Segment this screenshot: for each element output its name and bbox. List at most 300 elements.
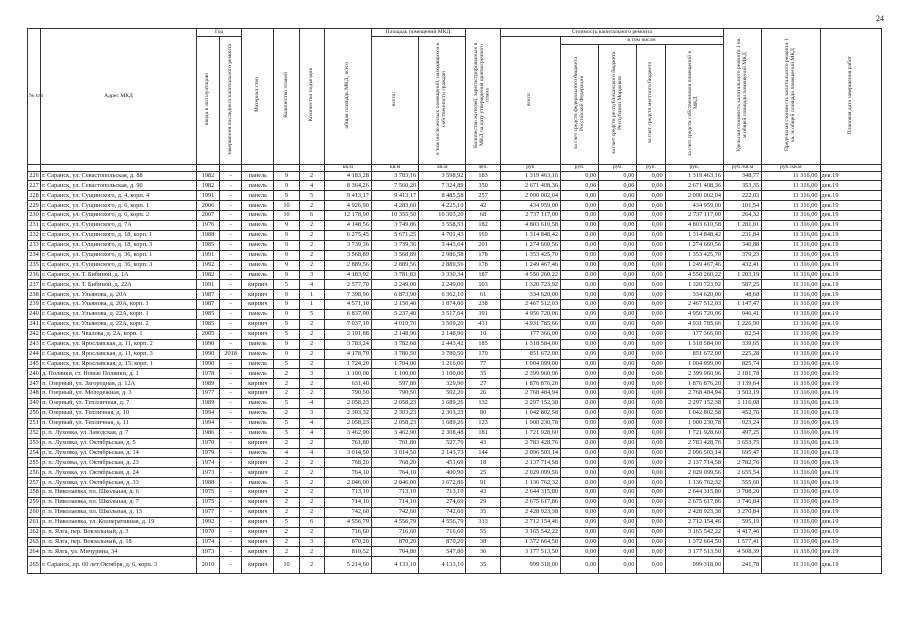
table-cell: 2 655,54 bbox=[724, 468, 762, 478]
table-cell: 11 316,00 bbox=[762, 211, 820, 221]
table-cell: 6 275,45 bbox=[324, 230, 371, 240]
table-cell: 555,60 bbox=[724, 478, 762, 488]
table-cell: дек.19 bbox=[820, 428, 881, 438]
table-cell: 5 bbox=[299, 191, 324, 201]
table-cell: 5 bbox=[274, 478, 299, 488]
table-cell: панель bbox=[242, 240, 274, 250]
table-cell: дек.19 bbox=[820, 181, 881, 191]
table-cell: 3 462,90 bbox=[324, 428, 371, 438]
table-cell: 0,00 bbox=[599, 260, 637, 270]
table-cell: 0,00 bbox=[561, 497, 599, 507]
table-row bbox=[28, 171, 882, 181]
table-cell: 178 bbox=[466, 250, 500, 260]
table-cell: 2 bbox=[274, 458, 299, 468]
table-cell: 80 bbox=[466, 408, 500, 418]
table-cell: г. Саранск, ул. Сущинского, д. 7А bbox=[41, 221, 197, 231]
table-cell: панель bbox=[242, 270, 274, 280]
table-cell: 10 bbox=[274, 557, 299, 574]
table-cell: 185 bbox=[466, 339, 500, 349]
table-cell: дек.19 bbox=[820, 359, 881, 369]
table-cell: п. Озерный, ул. Тепличная, д. 11 bbox=[41, 418, 197, 428]
table-cell: 3 165 542,22 bbox=[665, 527, 723, 537]
table-cell: дек.19 bbox=[820, 399, 881, 409]
table-cell: р. п. Николаевка, пл. Школьная, д. 7 bbox=[41, 497, 197, 507]
table-cell: - bbox=[220, 379, 242, 389]
table-cell: 2 bbox=[299, 339, 324, 349]
table-cell: 2 bbox=[299, 488, 324, 498]
table-cell: - bbox=[220, 300, 242, 310]
table-cell: 259 bbox=[28, 497, 41, 507]
table-cell: 1 274 660,56 bbox=[665, 240, 723, 250]
table-cell: 5 bbox=[299, 310, 324, 320]
table-cell: 0,00 bbox=[637, 221, 665, 231]
table-cell: 177 366,00 bbox=[500, 329, 560, 339]
table-cell: д. Полянки, ст. Новые Полянки, д. 1 bbox=[41, 369, 197, 379]
table-cell: 261 bbox=[28, 517, 41, 527]
table-cell: 0,00 bbox=[561, 488, 599, 498]
table-cell: 0,00 bbox=[561, 418, 599, 428]
table-cell: 11 316,00 bbox=[762, 319, 820, 329]
table-cell: 4 178,70 bbox=[324, 349, 371, 359]
table-cell: 11 316,00 bbox=[762, 507, 820, 517]
table-cell: 1973 bbox=[196, 547, 219, 557]
table-cell: 3 780,50 bbox=[419, 349, 466, 359]
table-cell: 2 671 408,36 bbox=[500, 181, 560, 191]
table-row bbox=[28, 468, 882, 478]
table-cell: 1 314 848,42 bbox=[500, 230, 560, 240]
table-cell: 170 bbox=[466, 349, 500, 359]
table-cell: 0,00 bbox=[637, 497, 665, 507]
table-cell: 0,00 bbox=[637, 408, 665, 418]
table-cell: 238 bbox=[28, 290, 41, 300]
table-cell: панель bbox=[242, 349, 274, 359]
table-row bbox=[28, 191, 882, 201]
table-cell: кирпич bbox=[242, 379, 274, 389]
table-cell: г. Саранск, ул. Севастопольская, д. 90 bbox=[41, 181, 197, 191]
table-cell: 0,00 bbox=[637, 428, 665, 438]
table-cell: 329,90 bbox=[419, 379, 466, 389]
table-cell: г. Саранск, ул. Ульянова, д. 20А bbox=[41, 290, 197, 300]
table-cell: г. Саранск, ул. Ульянова, д. 22А, корп. 2 bbox=[41, 319, 197, 329]
table-cell: 1 320 723,92 bbox=[665, 280, 723, 290]
table-cell: 4 417,46 bbox=[724, 527, 762, 537]
table-cell: дек.19 bbox=[820, 230, 881, 240]
table-cell: 11 316,00 bbox=[762, 537, 820, 547]
table-cell: - bbox=[220, 497, 242, 507]
table-cell: 2 bbox=[274, 507, 299, 517]
table-cell: 0,00 bbox=[637, 369, 665, 379]
table-cell: 1979 bbox=[196, 448, 219, 458]
table-cell: 3 746,84 bbox=[724, 497, 762, 507]
table-cell: 229 bbox=[28, 201, 41, 211]
table-cell: 0,00 bbox=[637, 270, 665, 280]
table-cell: 2 768 484,94 bbox=[665, 389, 723, 399]
table-cell: 10 bbox=[274, 211, 299, 221]
table-row bbox=[28, 329, 882, 339]
table-cell: 3 569,20 bbox=[419, 319, 466, 329]
table-cell: 1 318 584,00 bbox=[500, 339, 560, 349]
table-cell: дек.19 bbox=[820, 379, 881, 389]
table-cell: 1 100,00 bbox=[324, 369, 371, 379]
table-cell: 257 bbox=[28, 478, 41, 488]
table-cell: 11 316,00 bbox=[762, 547, 820, 557]
table-cell: 870,20 bbox=[324, 537, 371, 547]
table-cell: 0,00 bbox=[637, 310, 665, 320]
table-cell: г. Саранск, ул. Чкалова, д. 2А, корп. 1 bbox=[41, 329, 197, 339]
table-cell: 226 bbox=[28, 171, 41, 181]
table-cell: 7 037,10 bbox=[324, 319, 371, 329]
table-cell: кирпич bbox=[242, 329, 274, 339]
table-cell: - bbox=[220, 339, 242, 349]
table-cell: 3 558,53 bbox=[419, 221, 466, 231]
table-cell: 2 303,23 bbox=[419, 408, 466, 418]
table-cell: 0,00 bbox=[561, 290, 599, 300]
table-cell: 0,00 bbox=[561, 211, 599, 221]
table-cell: 11 316,00 bbox=[762, 171, 820, 181]
col-area-group: Площадь помещений МКД: bbox=[371, 29, 466, 37]
table-cell: 713,10 bbox=[419, 488, 466, 498]
table-cell: 4 556,79 bbox=[324, 517, 371, 527]
table-row bbox=[28, 230, 882, 240]
table-cell: 2007 bbox=[196, 211, 219, 221]
table-cell: 0,00 bbox=[561, 458, 599, 468]
table-cell: 5 bbox=[274, 329, 299, 339]
table-cell: - bbox=[220, 290, 242, 300]
table-cell: 0,00 bbox=[561, 359, 599, 369]
table-cell: 2 737 117,00 bbox=[665, 211, 723, 221]
table-cell: 260 bbox=[28, 507, 41, 517]
table-cell: дек.19 bbox=[820, 497, 881, 507]
table-cell: 2 bbox=[299, 230, 324, 240]
table-cell: панель bbox=[242, 181, 274, 191]
table-cell: 0,00 bbox=[637, 418, 665, 428]
table-cell: 1992 bbox=[196, 260, 219, 270]
table-cell: 595,19 bbox=[724, 517, 762, 527]
table-cell: 187 bbox=[466, 270, 500, 280]
table-cell: кирпич bbox=[242, 458, 274, 468]
table-cell: 0,00 bbox=[599, 240, 637, 250]
table-cell: 0,00 bbox=[599, 221, 637, 231]
table-cell: дек.19 bbox=[820, 418, 881, 428]
table-cell: 27 bbox=[466, 379, 500, 389]
table-cell: 0,00 bbox=[637, 201, 665, 211]
table-cell: 9 bbox=[274, 339, 299, 349]
table-cell: 3 598,92 bbox=[419, 171, 466, 181]
col-residents: Количество жителей, зарегистрированных в МКД на дату утверждения краткосрочного плана bbox=[473, 42, 491, 148]
table-cell: 1990 bbox=[196, 349, 219, 359]
table-cell: 9 bbox=[274, 191, 299, 201]
table-cell: 243 bbox=[28, 339, 41, 349]
table-cell: 825,74 bbox=[724, 359, 762, 369]
table-cell: 1 274 660,56 bbox=[500, 240, 560, 250]
table-cell: 391 bbox=[466, 310, 500, 320]
col-no: № п/п bbox=[28, 29, 41, 165]
table-cell: 2 428 923,38 bbox=[500, 507, 560, 517]
table-cell: - bbox=[220, 418, 242, 428]
table-cell: 0,00 bbox=[637, 240, 665, 250]
table-cell: - bbox=[220, 221, 242, 231]
table-cell: 0,00 bbox=[637, 250, 665, 260]
table-cell: 2 671 408,36 bbox=[665, 181, 723, 191]
table-cell: кирпич bbox=[242, 300, 274, 310]
col-year-group: Год bbox=[196, 29, 241, 37]
table-cell: 132 bbox=[466, 399, 500, 409]
table-cell: 350 bbox=[466, 181, 500, 191]
table-cell: - bbox=[220, 408, 242, 418]
table-cell: 1988 bbox=[196, 478, 219, 488]
table-cell: 241,78 bbox=[724, 557, 762, 574]
table-cell: г. Саранск, ул. Сущинского, д. 4, корп. 4 bbox=[41, 191, 197, 201]
table-cell: 5 bbox=[274, 517, 299, 527]
table-cell: 0,00 bbox=[561, 369, 599, 379]
table-cell: 1987 bbox=[196, 290, 219, 300]
table-cell: 2 303,23 bbox=[371, 408, 418, 418]
table-cell: 0,00 bbox=[561, 527, 599, 537]
table-cell: 0,00 bbox=[561, 517, 599, 527]
table-cell: 0,00 bbox=[637, 211, 665, 221]
table-cell: 10 bbox=[274, 201, 299, 211]
table-cell: 0,00 bbox=[599, 300, 637, 310]
table-cell: 313 bbox=[466, 517, 500, 527]
table-cell: 4 701,43 bbox=[419, 230, 466, 240]
table-cell: р. п. Луховка, ул. Октябрьская, д. 33 bbox=[41, 478, 197, 488]
table-cell: 4 803 610,58 bbox=[500, 221, 560, 231]
table-cell: 2 782,76 bbox=[724, 458, 762, 468]
table-cell: 11 316,00 bbox=[762, 329, 820, 339]
table-cell: 631,40 bbox=[324, 379, 371, 389]
table-cell: 3 783,24 bbox=[324, 339, 371, 349]
table-cell: 2 090 002,04 bbox=[500, 191, 560, 201]
table-cell: - bbox=[220, 310, 242, 320]
col-owners: за счет средств собственников помещений в МКД bbox=[687, 50, 700, 156]
table-cell: 11 316,00 bbox=[762, 191, 820, 201]
table-cell: 10 355,50 bbox=[371, 211, 418, 221]
table-cell: 101,54 bbox=[724, 201, 762, 211]
table-cell: 0,00 bbox=[561, 507, 599, 517]
table-cell: 946,41 bbox=[724, 310, 762, 320]
table-cell: 0,00 bbox=[637, 290, 665, 300]
table-cell: 2 bbox=[299, 547, 324, 557]
table-cell: 1 042 802,58 bbox=[500, 408, 560, 418]
table-cell: 2 058,23 bbox=[324, 418, 371, 428]
table-cell: 0,00 bbox=[637, 507, 665, 517]
table-cell: панель bbox=[242, 448, 274, 458]
table-cell: 11 316,00 bbox=[762, 300, 820, 310]
table-cell: 714,10 bbox=[371, 497, 418, 507]
table-cell: 4 956 720,06 bbox=[665, 310, 723, 320]
table-cell: 26 bbox=[466, 389, 500, 399]
table-cell: 12 178,90 bbox=[324, 211, 371, 221]
table-cell: 2 bbox=[274, 468, 299, 478]
table-cell: 587,25 bbox=[724, 280, 762, 290]
table-cell: 11 316,00 bbox=[762, 478, 820, 488]
table-cell: г. Саранск, ул. Ярославская, д. 15, корп. 1 bbox=[41, 359, 197, 369]
table-cell: 547,80 bbox=[419, 547, 466, 557]
table-cell: 0,00 bbox=[599, 478, 637, 488]
table-row bbox=[28, 428, 882, 438]
table-row bbox=[28, 478, 882, 488]
table-cell: дек.19 bbox=[820, 280, 881, 290]
table-cell: 400,90 bbox=[419, 468, 466, 478]
table-cell: 1 721 928,60 bbox=[665, 428, 723, 438]
table-cell: 1985 bbox=[196, 319, 219, 329]
table-cell: 3 177 513,50 bbox=[500, 547, 560, 557]
table-cell: 497,25 bbox=[724, 428, 762, 438]
table-cell: кирпич bbox=[242, 468, 274, 478]
col-cost-group: Стоимость капитального ремонта bbox=[500, 29, 723, 37]
table-cell: 255 bbox=[28, 458, 41, 468]
table-cell: 851 672,00 bbox=[665, 349, 723, 359]
table-cell: панель bbox=[242, 171, 274, 181]
table-cell: 11 316,00 bbox=[762, 369, 820, 379]
table-cell: р. п. Ялга, пер. Вокзальный, д. 18 bbox=[41, 537, 197, 547]
table-cell: 254 bbox=[28, 448, 41, 458]
table-cell: 0,00 bbox=[599, 468, 637, 478]
col-incl: в том числе: bbox=[561, 37, 724, 45]
table-cell: 3 502,19 bbox=[724, 389, 762, 399]
col-wall-material: Материал стен bbox=[253, 77, 260, 113]
table-cell: 35 bbox=[466, 507, 500, 517]
table-cell: 3 177 513,50 bbox=[665, 547, 723, 557]
table-cell: дек.19 bbox=[820, 290, 881, 300]
table-cell: 2 bbox=[299, 201, 324, 211]
table-cell: кирпич bbox=[242, 319, 274, 329]
table-cell: 0,00 bbox=[637, 478, 665, 488]
col-local: за счет средств местного бюджета bbox=[647, 62, 654, 144]
table-cell: 123 bbox=[466, 418, 500, 428]
table-cell: 1 372 664,50 bbox=[500, 537, 560, 547]
table-cell: 11 316,00 bbox=[762, 260, 820, 270]
table-cell: 0,00 bbox=[561, 468, 599, 478]
table-cell: 0,00 bbox=[561, 240, 599, 250]
table-cell: 0,00 bbox=[561, 280, 599, 290]
table-cell: 11 316,00 bbox=[762, 488, 820, 498]
table-row bbox=[28, 537, 882, 547]
table-cell: 0,00 bbox=[599, 280, 637, 290]
table-cell: 2 675 617,86 bbox=[500, 497, 560, 507]
table-cell: 1974 bbox=[196, 537, 219, 547]
table-cell: дек.19 bbox=[820, 329, 881, 339]
table-cell: 0,00 bbox=[561, 379, 599, 389]
table-cell: 761,80 bbox=[371, 438, 418, 448]
table-cell: 2 467 512,03 bbox=[500, 300, 560, 310]
table-cell: 2 058,23 bbox=[371, 399, 418, 409]
capital-repair-table bbox=[27, 28, 882, 574]
table-cell: 38 bbox=[466, 537, 500, 547]
table-cell: 452,76 bbox=[724, 408, 762, 418]
table-cell: 597,80 bbox=[371, 379, 418, 389]
table-cell: 1989 bbox=[196, 399, 219, 409]
table-cell: г. Саранск, ул. Т. Бибиной, д. 22А bbox=[41, 280, 197, 290]
table-cell: 2 bbox=[274, 389, 299, 399]
table-cell: 2 bbox=[299, 557, 324, 574]
table-cell: панель bbox=[242, 369, 274, 379]
table-cell: 4 019,70 bbox=[371, 319, 418, 329]
table-cell: 2005 bbox=[196, 329, 219, 339]
table-cell: - bbox=[220, 389, 242, 399]
table-cell: 2 443,42 bbox=[419, 339, 466, 349]
table-cell: 0,00 bbox=[599, 349, 637, 359]
table-cell: 1977 bbox=[196, 507, 219, 517]
table-cell: 790,50 bbox=[371, 389, 418, 399]
table-cell: дек.19 bbox=[820, 408, 881, 418]
table-cell: 3 bbox=[299, 369, 324, 379]
table-cell: 0,00 bbox=[599, 557, 637, 574]
table-cell: - bbox=[220, 359, 242, 369]
table-cell: 0,00 bbox=[637, 280, 665, 290]
table-cell: 177 366,00 bbox=[665, 329, 723, 339]
table-cell: 2 058,23 bbox=[371, 418, 418, 428]
table-cell: 3 bbox=[299, 537, 324, 547]
table-cell: 2 249,00 bbox=[371, 280, 418, 290]
table-cell: 742,60 bbox=[324, 507, 371, 517]
table-cell: 103 bbox=[466, 280, 500, 290]
table-cell: 2 bbox=[299, 260, 324, 270]
table-row bbox=[28, 547, 882, 557]
table-cell: 11 316,00 bbox=[762, 458, 820, 468]
table-cell: 11 316,00 bbox=[762, 349, 820, 359]
table-cell: 3 bbox=[299, 270, 324, 280]
table-cell: 238 bbox=[466, 300, 500, 310]
table-cell: 35 bbox=[466, 369, 500, 379]
table-row bbox=[28, 359, 882, 369]
table-cell: 2 bbox=[299, 250, 324, 260]
table-cell: 768,20 bbox=[371, 458, 418, 468]
table-row bbox=[28, 250, 882, 260]
table-cell: 3 014,50 bbox=[324, 448, 371, 458]
table-cell: 0,00 bbox=[561, 448, 599, 458]
table-cell: 144 bbox=[466, 448, 500, 458]
table-cell: 11 316,00 bbox=[762, 280, 820, 290]
table-cell: 5 bbox=[274, 399, 299, 409]
table-cell: 1 314 848,42 bbox=[665, 230, 723, 240]
table-cell: 0,00 bbox=[637, 230, 665, 240]
table-cell: 5 237,40 bbox=[371, 310, 418, 320]
table-cell: 2 644 315,80 bbox=[500, 488, 560, 498]
table-cell: 0,00 bbox=[599, 458, 637, 468]
table-cell: 3 462,90 bbox=[371, 428, 418, 438]
table-cell: 3 139,64 bbox=[724, 379, 762, 389]
table-cell: 1987 bbox=[196, 300, 219, 310]
table-cell: 2 bbox=[299, 478, 324, 488]
table-row bbox=[28, 181, 882, 191]
table-cell: 1986 bbox=[196, 428, 219, 438]
table-cell: дек.19 bbox=[820, 458, 881, 468]
table-cell: 11 316,00 bbox=[762, 379, 820, 389]
table-cell: - bbox=[220, 369, 242, 379]
table-cell: г. Саранск, ул. Сущинского, д. 36, корп. 3 bbox=[41, 260, 197, 270]
table-cell: 3 781,83 bbox=[371, 270, 418, 280]
table-cell: - bbox=[220, 448, 242, 458]
table-cell: 10 bbox=[466, 329, 500, 339]
table-cell: 6 bbox=[299, 211, 324, 221]
table-cell: 1982 bbox=[196, 270, 219, 280]
table-cell: 9 bbox=[274, 290, 299, 300]
table-cell: дек.19 bbox=[820, 240, 881, 250]
table-cell: 11 316,00 bbox=[762, 527, 820, 537]
table-cell: 0,00 bbox=[599, 191, 637, 201]
table-cell: 0,00 bbox=[561, 171, 599, 181]
table-cell: 77 bbox=[466, 359, 500, 369]
table-cell: 2 181,78 bbox=[724, 369, 762, 379]
table-cell: 0,00 bbox=[561, 339, 599, 349]
table-row bbox=[28, 369, 882, 379]
table-cell: 11 316,00 bbox=[762, 310, 820, 320]
table-cell: 502,20 bbox=[419, 389, 466, 399]
table-cell: 1 874,00 bbox=[419, 300, 466, 310]
table-cell: дек.19 bbox=[820, 389, 881, 399]
table-cell: 716,60 bbox=[324, 527, 371, 537]
